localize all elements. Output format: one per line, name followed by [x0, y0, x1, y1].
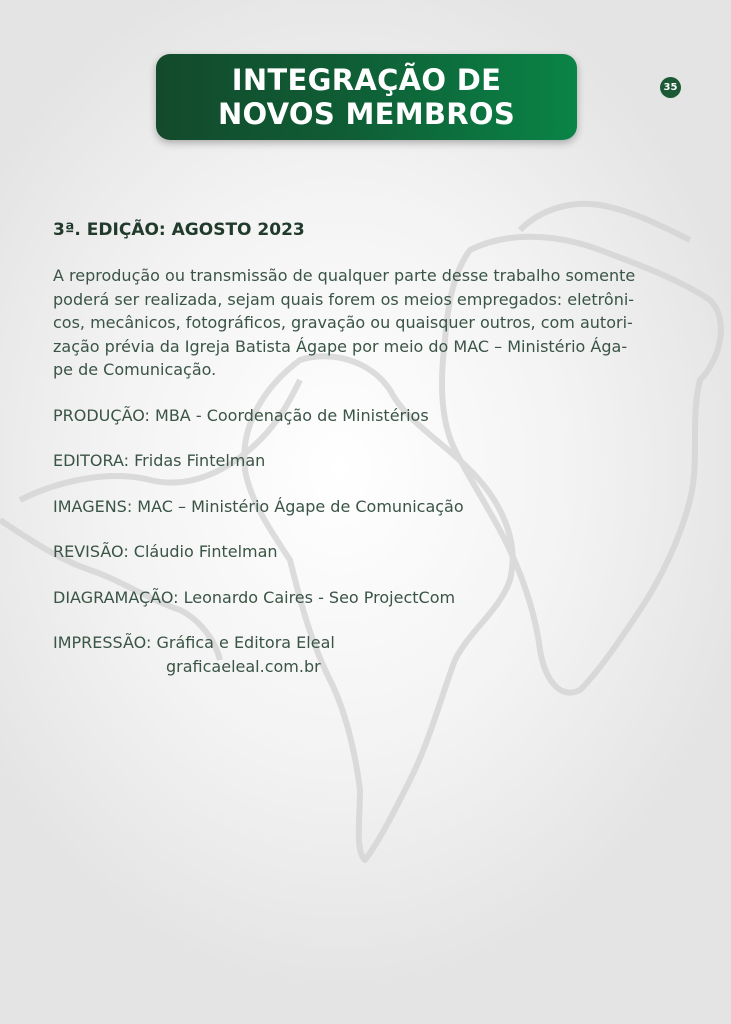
rights-line: zação prévia da Igreja Batista Ágape por meio do MAC – Ministério Ága- — [53, 336, 628, 356]
rights-line: poderá ser realizada, sejam quais forem os meios empregados: eletrôni- — [53, 289, 635, 309]
credit-producao: PRODUÇÃO: MBA - Coordenação de Ministérios — [53, 405, 429, 425]
rights-line: cos, mecânicos, fotográficos, gravação ou quaisquer outros, com autori- — [53, 313, 633, 332]
rights-line: pe de Comunicação. — [53, 360, 217, 379]
page-number-badge: 35 — [660, 77, 681, 98]
title-line-1: INTEGRAÇÃO DE — [231, 63, 502, 97]
rights-line: A reprodução ou transmissão de qualquer parte desse trabalho somente — [53, 266, 636, 285]
printer-website: graficaeleal.com.br — [166, 656, 321, 676]
credit-impressao-label: IMPRESSÃO: Gráfica e Editora Eleal — [53, 633, 335, 652]
credit-imagens: IMAGENS: MAC – Ministério Ágape de Comunicação — [53, 496, 464, 516]
credit-revisao: REVISÃO: Cláudio Fintelman — [53, 542, 278, 561]
colophon-content — [53, 218, 683, 678]
title-line-2: NOVOS MEMBROS — [217, 97, 516, 131]
credit-diagramacao: DIAGRAMAÇÃO: Leonardo Caires - Seo ProjectCom — [53, 587, 456, 607]
title-banner — [156, 54, 577, 140]
edition-heading: 3ª. EDIÇÃO: AGOSTO 2023 — [53, 220, 305, 240]
rights-paragraph — [53, 264, 683, 382]
credit-editora: EDITORA: Fridas Fintelman — [53, 451, 266, 470]
credit-impressao — [53, 631, 683, 678]
